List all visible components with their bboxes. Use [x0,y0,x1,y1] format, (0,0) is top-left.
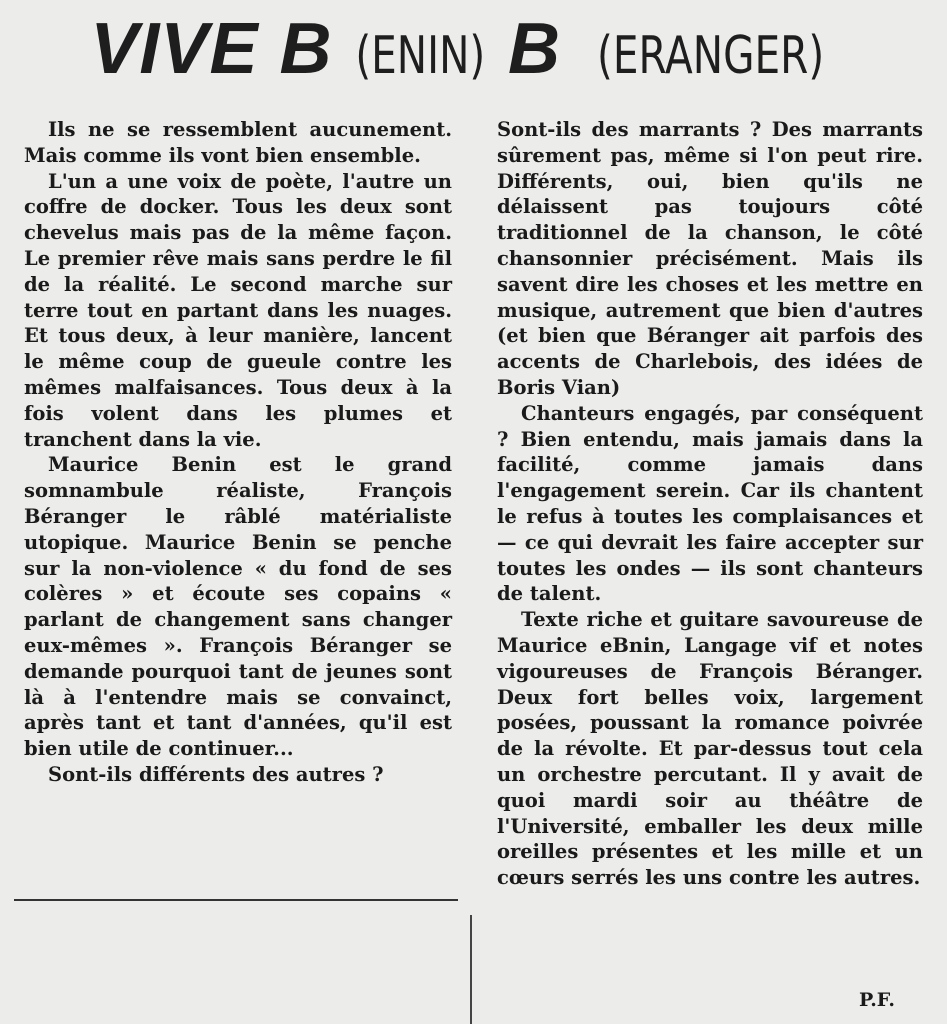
paragraph: Texte riche et guitare savoureuse de Maurice eBnin, Langage vif et notes vigoureuses de François Béranger. Deux fort belles voix, largement posées, poussant la romance poivrée de la révolte. Et par-dessus tout cela un orchestre percutant. Il y avait de quoi mardi soir au théâtre de l'Université, emballer les deux mille oreilles présentes et les mille et un cœurs serrés les uns contre les autres. [497,608,923,890]
headline-enin: (ENIN) [355,26,486,86]
headline-vive-b: VIVE B [90,9,333,89]
paragraph: L'un a une voix de poète, l'autre un coffre de docker. Tous les deux sont chevelus mais pas de la même façon. Le premier rêve mais sans perdre le fil de la réalité. Le second marche sur terre tout en partant dans les nuages. Et tous deux, à leur manière, lancent le même coup de gueule contre les mêmes malfaisances. Tous deux à la fois volent dans les plumes et tranchent dans la vie. [24,169,452,451]
headline-b: B [507,9,561,89]
paragraph: Sont-ils différents des autres ? [48,762,384,786]
paragraph: Ils ne se ressemblent aucunement. Mais comme ils vont bien ensemble. [24,118,452,167]
column-divider [470,915,472,1024]
paragraph: Maurice Benin est le grand somnambule réaliste, François Béranger le râblé matérialiste utopique. Maurice Benin se penche sur la non-violence « du fond de ses colères » et écoute ses copains « parlant de changement sans changer eux-mêmes ». François Béranger se demande pourquoi tant de jeunes sont là à l'entendre mais se convainct, après tant et tant d'années, qu'il est bien utile de continuer... [24,453,452,761]
article-headline [0,8,947,98]
column-end-rule [14,899,458,901]
paragraph: Sont-ils des marrants ? Des marrants sûrement pas, même si l'on peut rire. Différents, oui, bien qu'ils ne délaissent pas toujours côté traditionnel de la chanson, le côté chansonnier précisément. Mais ils savent dire les choses et les mettre en musique, autrement que bien d'autres (et bien que Béranger ait parfois des accents de Charlebois, des idées de Boris Vian) [497,118,923,399]
right-column [497,117,923,891]
headline-eranger: (ERANGER) [597,26,825,86]
author-signature: P.F. [859,989,895,1011]
paragraph: Chanteurs engagés, par conséquent ? Bien entendu, mais jamais dans la facilité, comme jamais dans l'engagement serein. Car ils chantent le refus à toutes les complaisances et — ce qui devrait les faire accepter sur toutes les ondes — ils sont chanteurs de talent. [497,401,923,606]
left-column [24,117,452,788]
